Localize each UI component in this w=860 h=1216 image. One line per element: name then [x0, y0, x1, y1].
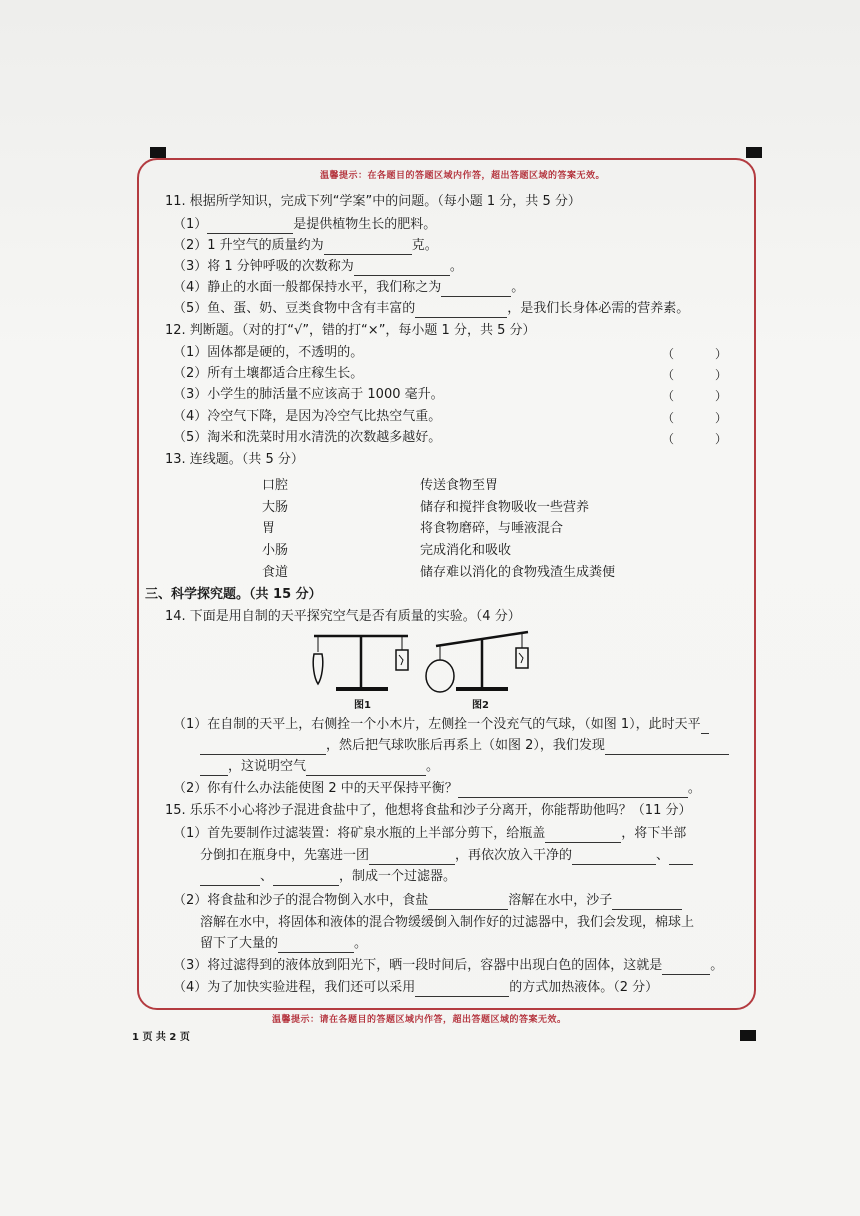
q11-item-4-pre: （4）静止的水面一般都保持水平，我们称之为	[173, 280, 442, 295]
answer-blank[interactable]	[701, 719, 709, 734]
answer-blank[interactable]	[572, 850, 656, 865]
answer-paren-close: ）	[715, 389, 728, 403]
answer-paren-open[interactable]: （	[662, 347, 675, 361]
answer-blank[interactable]	[200, 740, 326, 755]
answer-paren-open[interactable]: （	[662, 411, 675, 425]
q15-p1-text-f: 、	[260, 869, 274, 884]
answer-blank[interactable]	[369, 850, 455, 865]
answer-blank[interactable]	[200, 761, 228, 776]
answer-blank[interactable]	[612, 895, 682, 910]
q15-p1-text-d: ，再依次放入干净的	[455, 848, 573, 863]
answer-paren-open[interactable]: （	[662, 389, 675, 403]
q12-item-3: （3）小学生的肺活量不应该高于 1000 毫升。	[173, 387, 444, 402]
q14-p1-end: 。	[426, 759, 440, 774]
q15-p2-text-a: （2）将食盐和沙子的混合物倒入水中，食盐	[173, 893, 429, 908]
q14-part-2	[173, 780, 701, 798]
q11-item-3-post: 。	[449, 259, 463, 274]
answer-blank[interactable]	[306, 761, 426, 776]
answer-blank[interactable]	[669, 850, 693, 865]
q15-part-1-line-2	[200, 847, 693, 865]
answer-blank[interactable]	[415, 982, 509, 997]
q13-title: 13. 连线题。（共 5 分）	[165, 452, 304, 467]
q15-p1-text-e: 、	[656, 848, 670, 863]
registration-mark-bottom-right	[740, 1030, 756, 1041]
q15-p4-text-b: 的方式加热液体。（2 分）	[509, 980, 659, 995]
q13-right-4[interactable]: 完成消化和吸收	[420, 543, 512, 558]
q15-p2-text-e: 。	[354, 936, 368, 951]
answer-paren-close: ）	[715, 368, 728, 382]
q15-p4-text-a: （4）为了加快实验进程，我们还可以采用	[173, 980, 416, 995]
page-footer: 1 页 共 2 页	[132, 1032, 190, 1043]
answer-blank[interactable]	[428, 895, 508, 910]
q13-left-5[interactable]: 食道	[262, 565, 289, 580]
q15-p1-text-c: 分倒扣在瓶身中，先塞进一团	[200, 848, 370, 863]
figure-1-balance	[308, 630, 418, 696]
q11-item-1	[173, 216, 436, 234]
q12-item-5: （5）淘米和洗菜时用水清洗的次数越多越好。	[173, 430, 442, 445]
q14-part-1-line-1	[173, 716, 709, 734]
q15-p3-end: 。	[710, 958, 724, 973]
q13-left-2[interactable]: 大肠	[262, 500, 289, 515]
q12-item-1: （1）固体都是硬的，不透明的。	[173, 345, 364, 360]
q15-part-2-line-2: 溶解在水中，将固体和液体的混合物缓缓倒入制作好的过滤器中，我们会发现，棉球上	[200, 915, 695, 930]
answer-paren-open[interactable]: （	[662, 432, 675, 446]
answer-blank[interactable]	[207, 219, 293, 234]
q11-item-5	[173, 300, 689, 318]
answer-blank[interactable]	[278, 938, 354, 953]
q15-part-3	[173, 957, 723, 975]
q14-p1-text-c: ，这说明空气	[228, 759, 307, 774]
q12-item-2: （2）所有土壤都适合庄稼生长。	[173, 366, 364, 381]
q11-item-5-pre: （5）鱼、蛋、奶、豆类食物中含有丰富的	[173, 301, 416, 316]
answer-blank[interactable]	[545, 828, 621, 843]
section-3-heading: 三、科学探究题。（共 15 分）	[145, 587, 322, 602]
q15-p1-text-a: （1）首先要制作过滤装置：将矿泉水瓶的上半部分剪下，给瓶盖	[173, 826, 546, 841]
q13-right-5[interactable]: 储存难以消化的食物残渣生成粪便	[420, 565, 616, 580]
q11-item-3	[173, 258, 463, 276]
answer-blank[interactable]	[200, 871, 260, 886]
q15-title: 15. 乐乐不小心将沙子混进食盐中了，他想将食盐和沙子分离开，你能帮助他吗？（11 分）	[165, 803, 692, 818]
answer-paren-open[interactable]: （	[662, 368, 675, 382]
q11-title: 11. 根据所学知识，完成下列“学案”中的问题。（每小题 1 分，共 5 分）	[165, 194, 581, 209]
answer-blank[interactable]	[354, 261, 450, 276]
q15-part-1-line-1	[173, 825, 686, 843]
figure-1-caption: 图1	[354, 700, 371, 711]
q11-item-4	[173, 279, 524, 297]
figure-2-balance	[424, 624, 534, 696]
q12-title: 12. 判断题。（对的打“√”，错的打“×”，每小题 1 分，共 5 分）	[165, 323, 536, 338]
q11-item-1-pre: （1）	[173, 217, 208, 232]
answer-blank[interactable]	[458, 783, 688, 798]
answer-paren-close: ）	[715, 347, 728, 361]
q15-p1-text-g: ，制成一个过滤器。	[339, 869, 457, 884]
q11-item-2	[173, 237, 438, 255]
q14-p1-text-b: ，然后把气球吹胀后再系上（如图 2），我们发现	[326, 738, 605, 753]
q14-p1-text-a: （1）在自制的天平上，右侧拴一个小木片，左侧拴一个没充气的气球，（如图 1），此时天平	[173, 717, 701, 732]
q14-part-1-line-3	[200, 758, 439, 776]
answer-blank[interactable]	[273, 871, 339, 886]
q15-part-1-line-3	[200, 868, 456, 886]
q11-item-4-post: 。	[511, 280, 525, 295]
q15-p2-text-d: 留下了大量的	[200, 936, 279, 951]
q11-item-1-post: 是提供植物生长的肥料。	[293, 217, 437, 232]
q15-p3-text: （3）将过滤得到的液体放到阳光下，晒一段时间后，容器中出现白色的固体，这就是	[173, 958, 663, 973]
answer-blank[interactable]	[415, 303, 507, 318]
answer-paren-close: ）	[715, 432, 728, 446]
q13-left-3[interactable]: 胃	[262, 521, 276, 536]
q11-item-3-pre: （3）将 1 分钟呼吸的次数称为	[173, 259, 354, 274]
q12-item-4: （4）冷空气下降，是因为冷空气比热空气重。	[173, 409, 442, 424]
q14-p2-end: 。	[687, 781, 701, 796]
figure-2-caption: 图2	[472, 700, 489, 711]
q14-title: 14. 下面是用自制的天平探究空气是否有质量的实验。（4 分）	[165, 609, 521, 624]
q15-part-4	[173, 979, 658, 997]
q15-p2-text-b: 溶解在水中，沙子	[508, 893, 613, 908]
answer-blank[interactable]	[441, 282, 511, 297]
answer-paren-close: ）	[715, 411, 728, 425]
answer-blank[interactable]	[662, 960, 710, 975]
q13-left-1[interactable]: 口腔	[262, 478, 289, 493]
q14-p2-text: （2）你有什么办法能使图 2 中的天平保持平衡？	[173, 781, 458, 796]
q13-right-1[interactable]: 传送食物至胃	[420, 478, 499, 493]
q11-item-2-pre: （2）1 升空气的质量约为	[173, 238, 324, 253]
notice-top: 温馨提示：在各题目的答题区域内作答，超出答题区域的答案无效。	[320, 171, 606, 181]
q11-item-5-post: ，是我们长身体必需的营养素。	[507, 301, 690, 316]
q15-part-2-line-1	[173, 892, 682, 910]
q14-part-1-line-2	[200, 737, 729, 755]
q15-p1-text-b: ，将下半部	[621, 826, 687, 841]
registration-mark-top-left	[150, 147, 166, 158]
answer-blank[interactable]	[324, 240, 412, 255]
registration-mark-top-right	[746, 147, 762, 158]
q13-right-2[interactable]: 储存和搅拌食物吸收一些营养	[420, 500, 590, 515]
q11-item-2-post: 克。	[411, 238, 438, 253]
q13-left-4[interactable]: 小肠	[262, 543, 289, 558]
notice-bottom: 温馨提示：请在各题目的答题区域内作答，超出答题区域的答案无效。	[272, 1015, 567, 1025]
q15-part-2-line-3	[200, 935, 367, 953]
q13-right-3[interactable]: 将食物磨碎，与唾液混合	[420, 521, 564, 536]
answer-blank[interactable]	[605, 740, 729, 755]
